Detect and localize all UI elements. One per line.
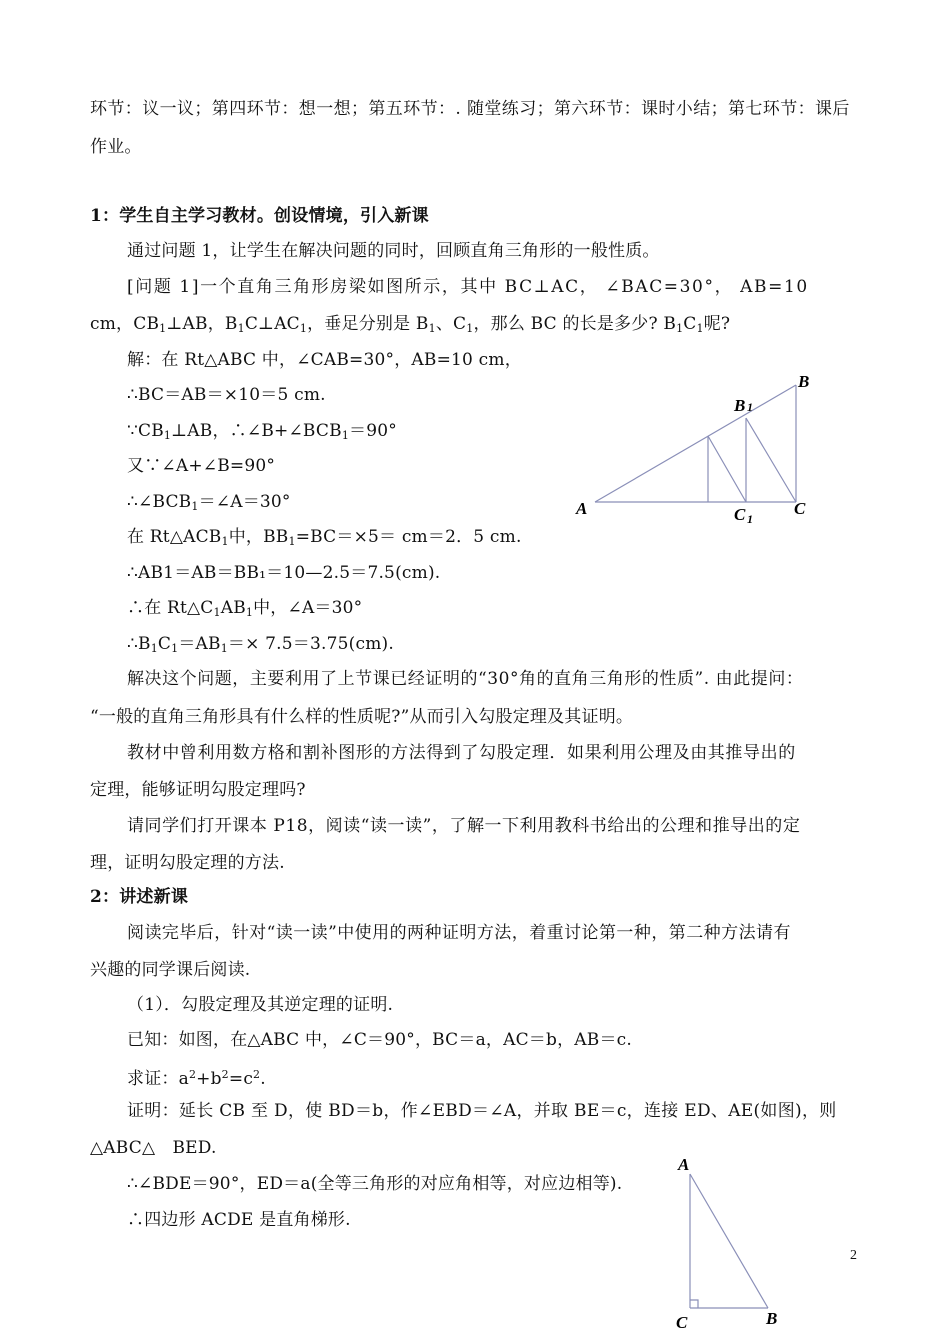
subscript: 1: [159, 322, 167, 335]
solution-line-5: [127, 491, 291, 518]
solution-text: ＝∠A＝30°: [198, 492, 291, 512]
section-1-para-4-line-2: 理，证明勾股定理的方法.: [90, 853, 285, 873]
edge-AB: [595, 385, 796, 502]
section-2-para-1-line-1: 阅读完毕后，针对“读一读”中使用的两种证明方法，着重讨论第一种，第二种方法请有: [127, 923, 791, 943]
intro-line-2: 作业。: [90, 137, 142, 157]
solution-text: 在 Rt△ACB: [127, 527, 222, 547]
vertex-label-B1: B: [734, 396, 746, 415]
proof-text: .: [260, 1069, 266, 1089]
solution-text: ∵CB: [127, 421, 164, 441]
subscript: 1: [221, 535, 229, 548]
solution-text: 中，∠A＝30°: [253, 598, 363, 618]
vertex-label-B: B: [766, 1309, 778, 1328]
subscript: 1: [191, 500, 199, 513]
vertex-label-C1: C: [734, 505, 746, 524]
subscript: 1: [171, 642, 179, 655]
subscript: 1: [220, 642, 228, 655]
section-2-para-5-line-2: △ABC△ BED.: [90, 1138, 217, 1158]
solution-text: 中，BB: [228, 527, 289, 547]
subscript: 1: [163, 429, 172, 442]
solution-text: ＝90°: [349, 421, 397, 441]
solution-text: ∴B: [127, 634, 151, 654]
vertex-label-C1-sub: 1: [747, 512, 753, 526]
solution-text: =BC＝×5＝ cm＝2．5 cm.: [295, 527, 522, 547]
subscript: 1: [299, 322, 308, 335]
section-1-para-2-line-2: “一般的直角三角形具有什么样的性质呢?”从而引入勾股定理及其证明。: [90, 707, 634, 727]
q1-text: cm，CB: [90, 314, 160, 334]
right-angle-mark: [690, 1300, 698, 1308]
section-2-heading: 2：讲述新课: [90, 887, 189, 907]
q1-text: ⊥AB，B: [166, 314, 238, 334]
section-1-para-3-line-1: 教材中曾利用数方格和割补图形的方法得到了勾股定理．如果利用公理及由其推导出的: [127, 743, 796, 763]
q1-text: ，垂足分别是 B: [307, 314, 429, 334]
vertex-label-A: A: [678, 1155, 690, 1174]
page-number: 2: [850, 1248, 857, 1263]
vertex-label-C: C: [794, 499, 806, 518]
solution-text: ⊥AB，∴∠B+∠BCB: [171, 421, 342, 441]
q1-text: 呢?: [703, 314, 731, 334]
edge-CB1: [746, 418, 796, 502]
q1-text: C: [683, 314, 697, 334]
solution-line-6: [127, 526, 522, 553]
subscript: 1: [676, 322, 684, 335]
vertex-label-C: C: [676, 1313, 688, 1332]
solution-text: ∴在 Rt△C: [127, 598, 214, 618]
vertex-label-A: A: [576, 499, 588, 518]
solution-line-3: [127, 420, 397, 447]
superscript: 2: [221, 1068, 229, 1081]
solution-line-4: 又∵∠A+∠B=90°: [127, 456, 276, 476]
subscript: 1: [288, 535, 296, 548]
solution-text: C: [157, 634, 172, 654]
subscript: 1: [237, 322, 245, 335]
intro-line-1: 环节：议一议；第四环节：想一想；第五环节：. 随堂练习；第六环节：课时小结；第七环节：课后: [90, 99, 850, 119]
solution-text: ＝AB: [178, 634, 221, 654]
solution-text: ∴∠BCB: [127, 492, 192, 512]
solution-text: ＝× 7.5＝3.75(cm).: [227, 634, 394, 654]
subscript: 1: [466, 322, 474, 335]
solution-text: AB: [220, 598, 246, 618]
subscript: 1: [341, 429, 350, 442]
q1-text: ，那么 BC 的长是多少? B: [473, 314, 677, 334]
proof-text: 求证：a: [127, 1069, 189, 1089]
solution-line-9: [127, 633, 394, 660]
vertex-label-B1-sub: 1: [747, 400, 753, 414]
section-2-para-4: [127, 1064, 266, 1090]
section-2-para-3: 已知：如图，在△ABC 中，∠C＝90°，BC＝a，AC＝b，AB＝c.: [127, 1030, 632, 1050]
superscript: 2: [188, 1068, 197, 1081]
figure-right-triangle-abc: [668, 1150, 788, 1340]
subscript: 1: [150, 642, 158, 655]
question-1-line-1: [问题 1]一个直角三角形房梁如图所示，其中 BC⊥AC， ∠BAC=30°， AB=10: [127, 277, 809, 297]
edge-AB: [690, 1174, 768, 1308]
vertex-label-B: B: [798, 372, 810, 391]
section-1-para-3-line-2: 定理，能够证明勾股定理吗?: [90, 780, 306, 800]
subscript: 1: [428, 322, 436, 335]
q1-text: 、C: [435, 314, 467, 334]
section-1-heading: 1：学生自主学习教材。创设情境，引入新课: [90, 206, 429, 226]
subscript: 1: [213, 606, 221, 619]
q1-text: C⊥AC: [244, 314, 300, 334]
superscript: 2: [253, 1068, 261, 1081]
solution-line-2: ∴BC＝AB＝×10＝5 cm.: [127, 385, 326, 405]
question-1-line-2: [90, 313, 730, 340]
section-1-para-1: 通过问题 1，让学生在解决问题的同时，回顾直角三角形的一般性质。: [127, 241, 660, 261]
subscript: 1: [696, 322, 704, 335]
section-2-para-5-line-1: 证明：延长 CB 至 D，使 BD＝b，作∠EBD＝∠A，并取 BE＝c，连接 ED、AE(如图)，则: [127, 1101, 837, 1121]
section-2-para-2: （1）．勾股定理及其逆定理的证明.: [127, 995, 394, 1015]
subscript: 1: [245, 606, 254, 619]
proof-text: +b: [196, 1069, 222, 1089]
solution-line-1: 解：在 Rt△ABC 中，∠CAB=30°，AB=10 cm，: [127, 350, 522, 370]
section-2-para-6: ∴∠BDE＝90°，ED＝a(全等三角形的对应角相等，对应边相等).: [127, 1174, 623, 1194]
section-2-para-1-line-2: 兴趣的同学课后阅读.: [90, 960, 251, 980]
proof-text: =c: [228, 1069, 254, 1089]
edge-C1B2: [708, 436, 746, 502]
section-2-para-7: ∴四边形 ACDE 是直角梯形.: [127, 1210, 351, 1230]
section-1-para-4-line-1: 请同学们打开课本 P18，阅读“读一读”，了解一下利用教科书给出的公理和推导出的定: [127, 816, 801, 836]
figure-roof-beam-triangle: [570, 365, 830, 530]
section-1-para-2-line-1: 解决这个问题，主要利用了上节课已经证明的“30°角的直角三角形的性质”. 由此提问：: [127, 669, 804, 689]
solution-line-7: ∴AB1＝AB＝BB₁＝10—2.5＝7.5(cm).: [127, 563, 441, 583]
solution-line-8: [127, 597, 362, 624]
